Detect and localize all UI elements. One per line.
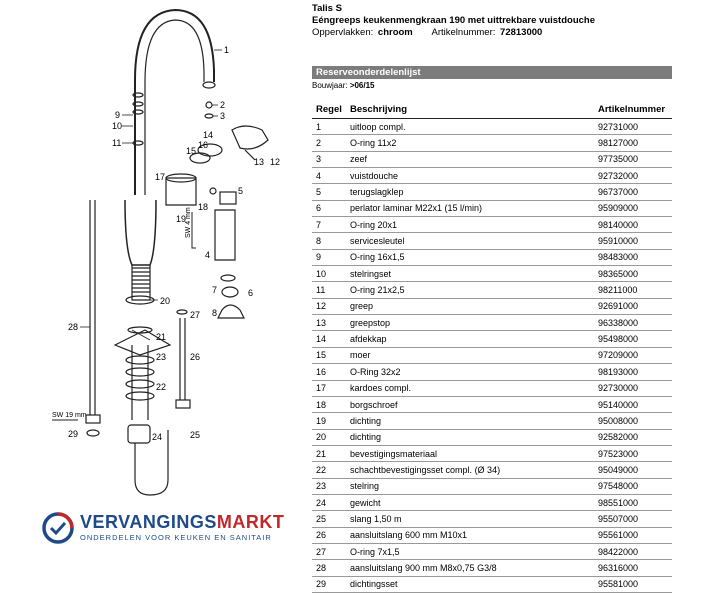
cell-artikelnummer: 92731000 <box>594 119 672 135</box>
logo-part1: VERVANGINGS <box>80 512 217 532</box>
cell-artikelnummer: 97548000 <box>594 478 672 494</box>
cell-artikelnummer: 98422000 <box>594 543 672 559</box>
cell-artikelnummer: 97209000 <box>594 347 672 363</box>
cell-beschrijving: O-ring 16x1,5 <box>346 249 594 265</box>
cell-artikelnummer: 95008000 <box>594 413 672 429</box>
diagram-labels <box>52 45 280 442</box>
callout-17: 17 <box>155 172 166 182</box>
callout-18: 18 <box>198 202 209 212</box>
cell-beschrijving: bevestigingsmateriaal <box>346 445 594 461</box>
callout-11: 11 <box>112 138 122 148</box>
cell-regel: 1 <box>312 119 346 135</box>
cell-beschrijving: zeef <box>346 151 594 167</box>
cell-regel: 21 <box>312 445 346 461</box>
cell-regel: 11 <box>312 282 346 298</box>
cell-regel: 17 <box>312 380 346 396</box>
cell-regel: 9 <box>312 249 346 265</box>
product-meta <box>312 27 697 39</box>
table-row <box>312 119 672 135</box>
callout-5: 5 <box>238 186 244 196</box>
table-row <box>312 413 672 429</box>
cell-regel: 22 <box>312 462 346 478</box>
surface-label: Oppervlakken: <box>312 27 374 38</box>
table-row <box>312 527 672 543</box>
cell-regel: 24 <box>312 494 346 510</box>
sw4-label: SW 4 mm <box>185 207 192 238</box>
logo-part2: MARKT <box>216 512 285 532</box>
cell-beschrijving: kardoes compl. <box>346 380 594 396</box>
product-header <box>312 3 697 39</box>
cell-regel: 14 <box>312 331 346 347</box>
callout-9: 9 <box>115 110 121 120</box>
surface-value: chroom <box>377 27 413 38</box>
callout-16: 16 <box>198 140 209 150</box>
cell-regel: 2 <box>312 135 346 151</box>
callout-29: 29 <box>68 429 79 439</box>
table-row <box>312 445 672 461</box>
table-header-row <box>312 101 672 119</box>
cell-beschrijving: afdekkap <box>346 331 594 347</box>
callout-15: 15 <box>186 146 197 156</box>
callout-12: 12 <box>270 157 281 167</box>
callout-23: 23 <box>156 352 167 362</box>
cell-beschrijving: aansluitslang 600 mm M10x1 <box>346 527 594 543</box>
product-name: Talis S <box>312 3 342 14</box>
cell-regel: 25 <box>312 511 346 527</box>
table-row <box>312 168 672 184</box>
table-row <box>312 135 672 151</box>
callout-13: 13 <box>254 157 265 167</box>
cell-regel: 5 <box>312 184 346 200</box>
cell-regel: 19 <box>312 413 346 429</box>
cell-regel: 26 <box>312 527 346 543</box>
cell-beschrijving: terugslagklep <box>346 184 594 200</box>
table-row <box>312 233 672 249</box>
table-row <box>312 249 672 265</box>
cell-regel: 7 <box>312 217 346 233</box>
cell-artikelnummer: 92730000 <box>594 380 672 396</box>
cell-regel: 6 <box>312 200 346 216</box>
cell-beschrijving: O-Ring 32x2 <box>346 364 594 380</box>
cell-beschrijving: O-ring 20x1 <box>346 217 594 233</box>
cell-artikelnummer: 98140000 <box>594 217 672 233</box>
sw19-label: SW 19 mm <box>52 412 87 419</box>
cell-artikelnummer: 98551000 <box>594 494 672 510</box>
table-row <box>312 298 672 314</box>
cell-beschrijving: uitloop compl. <box>346 119 594 135</box>
cell-beschrijving: perlator laminar M22x1 (15 l/min) <box>346 200 594 216</box>
cell-regel: 4 <box>312 168 346 184</box>
callout-1: 1 <box>224 45 230 55</box>
col-beschrijving: Beschrijving <box>346 101 594 119</box>
callout-4: 4 <box>205 250 211 260</box>
cell-regel: 10 <box>312 266 346 282</box>
cell-beschrijving: schachtbevestigingsset compl. (Ø 34) <box>346 462 594 478</box>
table-row <box>312 380 672 396</box>
logo-wordmark <box>80 512 284 533</box>
cell-artikelnummer: 98193000 <box>594 364 672 380</box>
cell-artikelnummer: 95140000 <box>594 396 672 412</box>
logo-tagline: ONDERDELEN VOOR KEUKEN EN SANITAIR <box>80 533 272 542</box>
spares-list-title: Reserveonderdelenlijst <box>312 66 672 79</box>
parts-table <box>312 101 672 593</box>
cell-beschrijving: aansluitslang 900 mm M8x0,75 G3/8 <box>346 560 594 576</box>
table-row <box>312 266 672 282</box>
cell-artikelnummer: 96338000 <box>594 315 672 331</box>
cell-regel: 18 <box>312 396 346 412</box>
table-row <box>312 543 672 559</box>
cell-artikelnummer: 95581000 <box>594 576 672 592</box>
cell-artikelnummer: 98127000 <box>594 135 672 151</box>
parts-table-body <box>312 119 672 593</box>
callout-10: 10 <box>112 121 123 131</box>
cell-artikelnummer: 96316000 <box>594 560 672 576</box>
cell-artikelnummer: 96737000 <box>594 184 672 200</box>
product-description: Eéngreeps keukenmengkraan 190 met uittrekbare vuistdouche <box>312 15 595 26</box>
cell-artikelnummer: 92691000 <box>594 298 672 314</box>
cell-beschrijving: stelringset <box>346 266 594 282</box>
table-row <box>312 429 672 445</box>
cell-regel: 23 <box>312 478 346 494</box>
cell-regel: 8 <box>312 233 346 249</box>
cell-beschrijving: moer <box>346 347 594 363</box>
callout-27: 27 <box>190 310 201 320</box>
callout-3: 3 <box>220 111 226 121</box>
vervangingsmarkt-logo <box>42 510 302 546</box>
table-row <box>312 364 672 380</box>
callout-20: 20 <box>160 296 171 306</box>
cell-regel: 3 <box>312 151 346 167</box>
cell-regel: 12 <box>312 298 346 314</box>
table-row <box>312 331 672 347</box>
callout-21: 21 <box>156 332 167 342</box>
cell-beschrijving: slang 1,50 m <box>346 511 594 527</box>
cell-beschrijving: greep <box>346 298 594 314</box>
table-row <box>312 478 672 494</box>
cell-beschrijving: O-ring 11x2 <box>346 135 594 151</box>
cell-regel: 27 <box>312 543 346 559</box>
table-row <box>312 217 672 233</box>
callout-24: 24 <box>152 432 163 442</box>
cell-regel: 15 <box>312 347 346 363</box>
bouwjaar-label: Bouwjaar: <box>312 81 348 90</box>
bouwjaar-value: >06/15 <box>349 81 375 90</box>
cell-artikelnummer: 98483000 <box>594 249 672 265</box>
cell-beschrijving: dichting <box>346 413 594 429</box>
col-regel: Regel <box>312 101 346 119</box>
cell-artikelnummer: 92582000 <box>594 429 672 445</box>
cell-beschrijving: vuistdouche <box>346 168 594 184</box>
cell-beschrijving: servicesleutel <box>346 233 594 249</box>
article-label: Artikelnummer: <box>431 27 496 38</box>
table-row <box>312 396 672 412</box>
exploded-parts-diagram <box>0 0 305 505</box>
cell-artikelnummer: 98365000 <box>594 266 672 282</box>
table-row <box>312 560 672 576</box>
table-row <box>312 184 672 200</box>
table-row <box>312 282 672 298</box>
cell-artikelnummer: 97523000 <box>594 445 672 461</box>
cell-artikelnummer: 95910000 <box>594 233 672 249</box>
table-row <box>312 511 672 527</box>
cell-artikelnummer: 95909000 <box>594 200 672 216</box>
table-row <box>312 347 672 363</box>
callout-8: 8 <box>212 308 218 318</box>
article-value: 72813000 <box>500 27 543 38</box>
cell-regel: 28 <box>312 560 346 576</box>
table-row <box>312 462 672 478</box>
callout-19: 19 <box>176 214 187 224</box>
callout-25: 25 <box>190 430 201 440</box>
cell-beschrijving: borgschroef <box>346 396 594 412</box>
callout-6: 6 <box>248 288 254 298</box>
callout-2: 2 <box>220 100 226 110</box>
cell-artikelnummer: 92732000 <box>594 168 672 184</box>
callout-14: 14 <box>203 130 214 140</box>
table-row <box>312 494 672 510</box>
cell-regel: 29 <box>312 576 346 592</box>
table-row <box>312 315 672 331</box>
bouwjaar <box>312 81 375 91</box>
cell-beschrijving: O-ring 21x2,5 <box>346 282 594 298</box>
cell-artikelnummer: 95561000 <box>594 527 672 543</box>
table-row <box>312 151 672 167</box>
cell-beschrijving: O-ring 7x1,5 <box>346 543 594 559</box>
spout-outline <box>135 10 214 195</box>
cell-artikelnummer: 95498000 <box>594 331 672 347</box>
cell-artikelnummer: 98211000 <box>594 282 672 298</box>
callout-7: 7 <box>212 285 218 295</box>
cell-regel: 16 <box>312 364 346 380</box>
table-row <box>312 576 672 592</box>
cell-beschrijving: dichting <box>346 429 594 445</box>
table-row <box>312 200 672 216</box>
cell-beschrijving: greepstop <box>346 315 594 331</box>
cell-regel: 13 <box>312 315 346 331</box>
callout-28: 28 <box>68 322 79 332</box>
callout-26: 26 <box>190 352 201 362</box>
cell-beschrijving: gewicht <box>346 494 594 510</box>
cell-artikelnummer: 95507000 <box>594 511 672 527</box>
cell-regel: 20 <box>312 429 346 445</box>
col-artikelnummer: Artikelnummer <box>594 101 672 119</box>
cell-artikelnummer: 97735000 <box>594 151 672 167</box>
cell-beschrijving: stelring <box>346 478 594 494</box>
logo-mark-icon <box>42 512 74 544</box>
cell-beschrijving: dichtingsset <box>346 576 594 592</box>
callout-22: 22 <box>156 382 167 392</box>
cell-artikelnummer: 95049000 <box>594 462 672 478</box>
